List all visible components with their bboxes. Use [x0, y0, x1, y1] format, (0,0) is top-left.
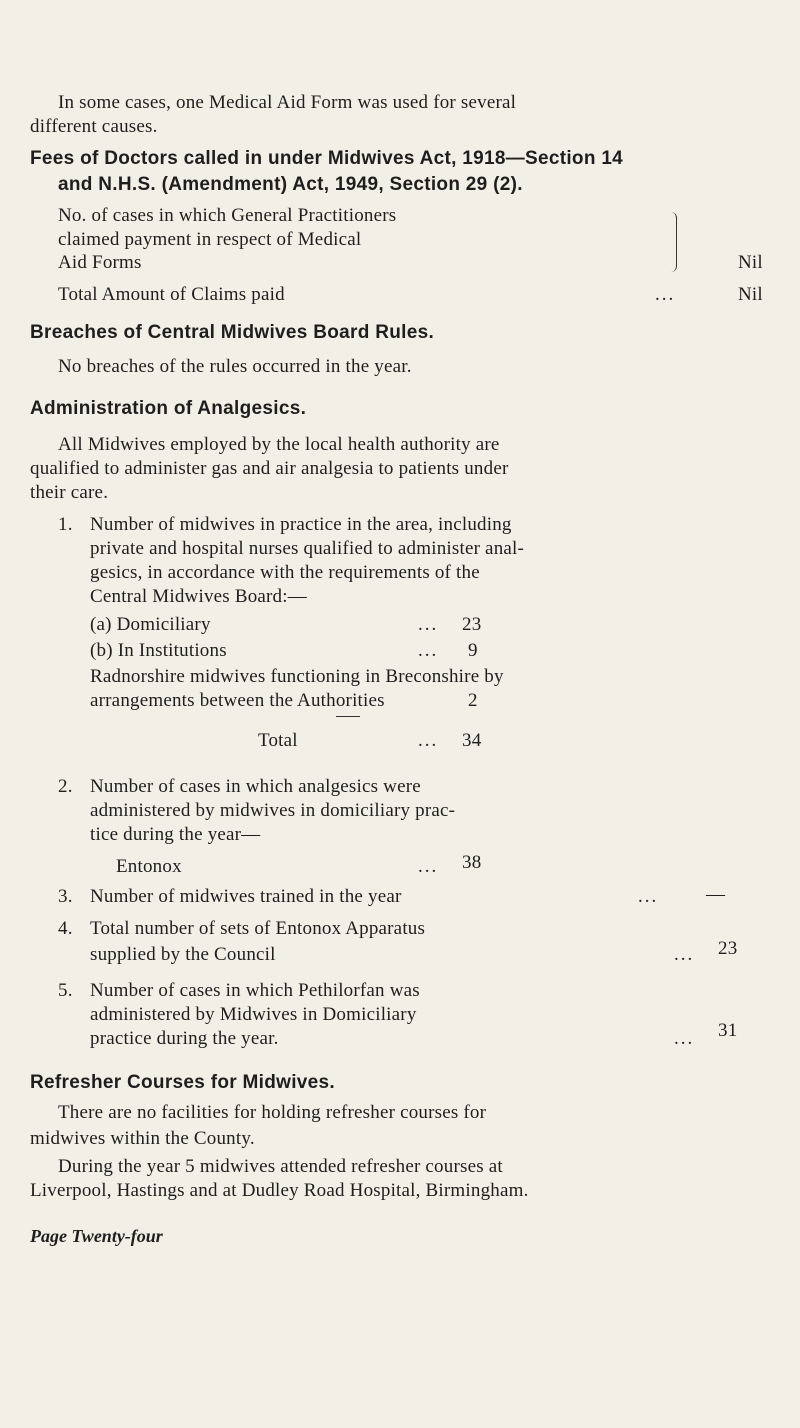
item2-line-2: administered by midwives in domiciliary prac- — [90, 800, 456, 821]
item4-line-2: supplied by the Council — [90, 944, 276, 965]
item5-dots: ... — [674, 1028, 695, 1049]
item3-dots: ... — [638, 886, 659, 907]
refresher-line-2: midwives within the County. — [30, 1128, 255, 1149]
fees-item2-label: Total Amount of Claims paid — [58, 284, 285, 305]
analgesics-para-line-3: their care. — [30, 482, 109, 503]
item2-line-3: tice during the year— — [90, 824, 261, 845]
refresher-line-3: During the year 5 midwives attended refresher courses at — [58, 1156, 503, 1177]
item1-a-value: 23 — [462, 614, 482, 635]
page-number-label: Page Twenty-four — [30, 1226, 163, 1246]
item1-radnor-line-2: arrangements between the Authorities — [90, 690, 385, 711]
item1-total-value: 34 — [462, 730, 482, 751]
analgesics-para-line-2: qualified to administer gas and air analgesia to patients under — [30, 458, 509, 479]
item5-number: 5. — [58, 980, 73, 1001]
item1-b-label: (b) In Institutions — [90, 640, 227, 661]
analgesics-para-line-1: All Midwives employed by the local health authority are — [58, 434, 500, 455]
item1-number: 1. — [58, 514, 73, 535]
item1-a-dots: ... — [418, 614, 439, 635]
analgesics-heading: Administration of Analgesics. — [30, 398, 307, 419]
fees-item2-dots: ... — [655, 284, 676, 305]
breaches-text: No breaches of the rules occurred in the year. — [58, 356, 412, 377]
fees-item2-value: Nil — [738, 284, 763, 305]
intro-line-1: In some cases, one Medical Aid Form was used for several — [58, 92, 517, 113]
fees-item1-value: Nil — [738, 252, 763, 273]
item2-entonox-value: 38 — [462, 852, 482, 873]
item1-total-dots: ... — [418, 730, 439, 751]
item1-radnor-line-1: Radnorshire midwives functioning in Breconshire by — [90, 666, 504, 687]
refresher-heading: Refresher Courses for Midwives. — [30, 1072, 335, 1093]
item1-line-4: Central Midwives Board:— — [90, 586, 307, 607]
refresher-line-4: Liverpool, Hastings and at Dudley Road Hospital, Birmingham. — [30, 1180, 529, 1201]
item2-entonox-dots: ... — [418, 856, 439, 877]
item5-line-3: practice during the year. — [90, 1028, 279, 1049]
item4-value: 23 — [718, 938, 738, 959]
item1-b-dots: ... — [418, 640, 439, 661]
item1-b-value: 9 — [468, 640, 478, 661]
intro-line-2: different causes. — [30, 116, 158, 137]
breaches-heading: Breaches of Central Midwives Board Rules. — [30, 322, 435, 343]
item1-line-2: private and hospital nurses qualified to administer anal- — [90, 538, 525, 559]
item2-line-1: Number of cases in which analgesics were — [90, 776, 421, 797]
item2-number: 2. — [58, 776, 73, 797]
item3-value: — — [706, 884, 726, 905]
item4-line-1: Total number of sets of Entonox Apparatus — [90, 918, 426, 939]
refresher-line-1: There are no facilities for holding refresher courses for — [58, 1102, 487, 1123]
fees-item1-line-1: No. of cases in which General Practitioners — [58, 205, 397, 226]
item1-line-1: Number of midwives in practice in the area, including — [90, 514, 512, 535]
total-rule — [336, 716, 360, 717]
item5-line-1: Number of cases in which Pethilorfan was — [90, 980, 420, 1001]
item1-total-label: Total — [258, 730, 298, 751]
fees-item1-line-3: Aid Forms — [58, 252, 142, 273]
bracket-brace — [668, 212, 677, 272]
item4-number: 4. — [58, 918, 73, 939]
item2-entonox-label: Entonox — [116, 856, 182, 877]
fees-heading-line-1: Fees of Doctors called in under Midwives Act, 1918—Section 14 — [30, 148, 624, 169]
item3-number: 3. — [58, 886, 73, 907]
item1-radnor-value: 2 — [468, 690, 478, 711]
item4-dots: ... — [674, 944, 695, 965]
item1-line-3: gesics, in accordance with the requirements of the — [90, 562, 480, 583]
fees-heading-line-2: and N.H.S. (Amendment) Act, 1949, Section 29 (2). — [58, 174, 523, 195]
item3-label: Number of midwives trained in the year — [90, 886, 402, 907]
item5-line-2: administered by Midwives in Domiciliary — [90, 1004, 417, 1025]
item5-value: 31 — [718, 1020, 738, 1041]
item1-a-label: (a) Domiciliary — [90, 614, 211, 635]
fees-item1-line-2: claimed payment in respect of Medical — [58, 229, 362, 250]
